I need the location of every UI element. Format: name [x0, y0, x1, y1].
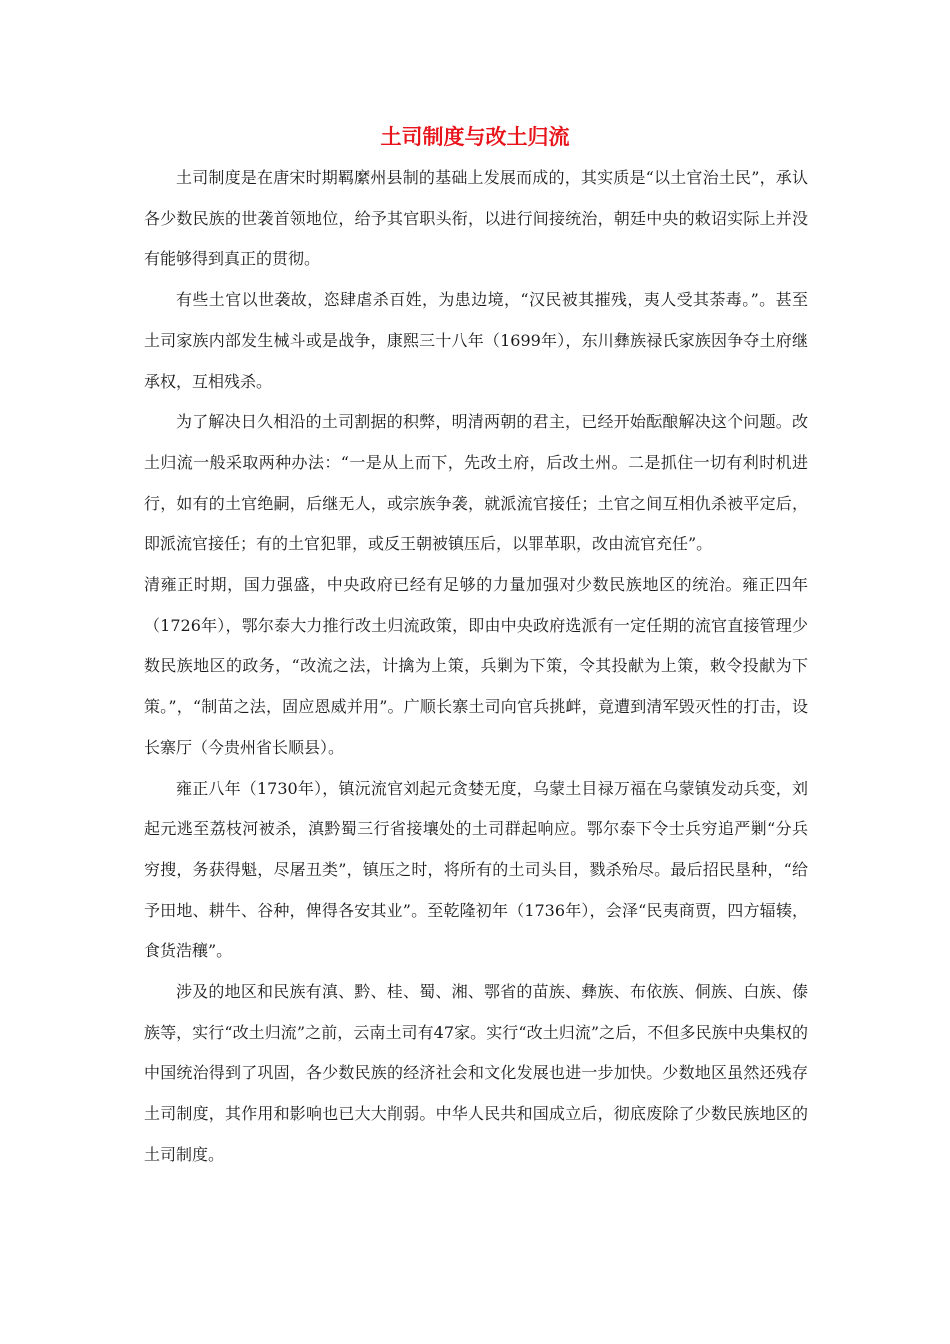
- paragraph-5: 雍正八年（1730年），镇沅流官刘起元贪婪无度，乌蒙土目禄万福在乌蒙镇发动兵变，刘起元逃至荔枝河被杀，滇黔蜀三行省接壤处的土司群起响应。鄂尔泰下令士兵穷追严剿“分兵穷搜，务获得魁，尽屠丑类”，镇压之时，将所有的土司头目，戮杀殆尽。最后招民垦种，“给予田地、耕牛、谷种，俾得各安其业”。至乾隆初年（1736年），会泽“民夷商贾，四方辐辏，食货浩穰”。: [144, 778, 808, 961]
- document-title: 土司制度与改土归流: [380, 124, 570, 149]
- paragraph-2: 有些土官以世袭故，恣肆虐杀百姓，为患边境，“汉民被其摧残，夷人受其荼毒。”。甚至土司家族内部发生械斗或是战争，康熙三十八年（1699年），东川彝族禄氏家族因争夺土府继承权，互相残杀。: [144, 290, 808, 391]
- paragraph-1: 土司制度是在唐宋时期羁縻州县制的基础上发展而成的，其实质是“以土官治土民”，承认各少数民族的世袭首领地位，给予其官职头衔，以进行间接统治，朝廷中央的敕诏实际上并没有能够得到真正的贯彻。: [144, 168, 808, 269]
- document-body: [144, 158, 808, 1176]
- paragraph-4: 清雍正时期，国力强盛，中央政府已经有足够的力量加强对少数民族地区的统治。雍正四年（1726年），鄂尔泰大力推行改土归流政策，即由中央政府选派有一定任期的流官直接管理少数民族地区的政务，“改流之法，计擒为上策，兵剿为下策，令其投献为上策，敕令投献为下策。”，“制苗之法，固应恩威并用”。广顺长寨土司向官兵挑衅，竟遭到清军毁灭性的打击，设长寨厅（今贵州省长顺县）。: [144, 575, 808, 757]
- paragraph-6: 涉及的地区和民族有滇、黔、桂、蜀、湘、鄂省的苗族、彝族、布依族、侗族、白族、傣族等，实行“改土归流”之前，云南土司有47家。实行“改土归流”之后，不但多民族中央集权的中国统治得到了巩固，各少数民族的经济社会和文化发展也进一步加快。少数地区虽然还残存土司制度，其作用和影响也已大大削弱。中华人民共和国成立后，彻底废除了少数民族地区的土司制度。: [144, 982, 808, 1164]
- paragraph-3: 为了解决日久相沿的土司割据的积弊，明清两朝的君主，已经开始酝酿解决这个问题。改土归流一般采取两种办法：“一是从上而下，先改土府，后改土州。二是抓住一切有利时机进行，如有的土官绝嗣，后继无人，或宗族争袭，就派流官接任；土官之间互相仇杀被平定后，即派流官接任；有的土官犯罪，或反王朝被镇压后，以罪革职，改由流官充任”。: [144, 412, 808, 554]
